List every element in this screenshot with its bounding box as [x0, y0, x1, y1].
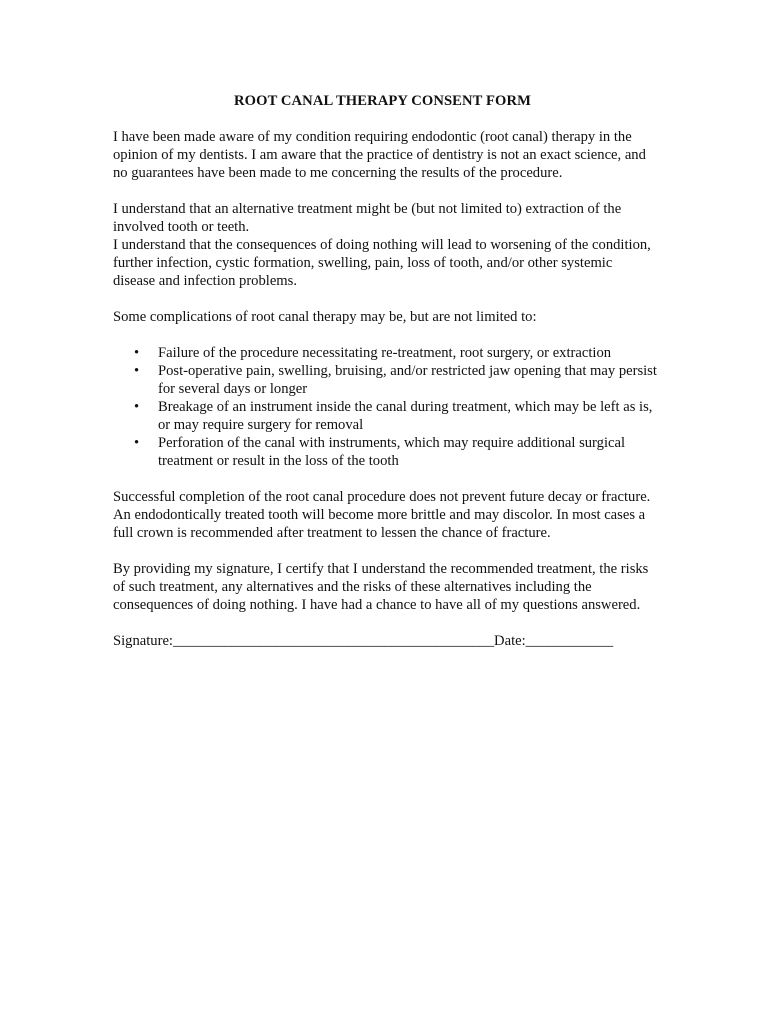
signature-date-line[interactable]: Signature:____________________________________________Date:____________ — [113, 633, 614, 649]
complication-item — [134, 344, 658, 362]
bullet-icon: • — [134, 399, 140, 415]
complications-intro: Some complications of root canal therapy may be, but are not limited to: — [113, 309, 537, 325]
consent-form-page — [113, 92, 658, 650]
bullet-icon: • — [134, 363, 140, 379]
complication-text: Perforation of the canal with instruments, which may require additional surgical treatment or result in the loss of the tooth — [158, 435, 626, 469]
complication-item — [134, 362, 658, 398]
paragraph-successful-completion: Successful completion of the root canal procedure does not prevent future decay or fracture. An endodontically treated tooth will become more brittle and may discolor. In most cases a full crown is recommended after treatment to lessen the chance of fracture. — [113, 489, 651, 541]
complication-text: Failure of the procedure necessitating re-treatment, root surgery, or extraction — [158, 345, 612, 361]
bullet-icon: • — [134, 345, 140, 361]
complication-text: Breakage of an instrument inside the canal during treatment, which may be left as is, or may require surgery for removal — [158, 399, 653, 433]
complications-list — [113, 344, 658, 470]
paragraph-condition-awareness: I have been made aware of my condition requiring endodontic (root canal) therapy in the opinion of my dentists. I am aware that the practice of dentistry is not an exact science, and no guarantees have been made to me concerning the results of the procedure. — [113, 129, 646, 181]
complication-item — [134, 398, 658, 434]
complication-item — [134, 434, 658, 470]
paragraph-alternative-treatment: I understand that an alternative treatment might be (but not limited to) extraction of the involved tooth or teeth. — [113, 201, 622, 235]
paragraph-consequences: I understand that the consequences of doing nothing will lead to worsening of the condition, further infection, cystic formation, swelling, pain, loss of tooth, and/or other systemic disease and infection problems. — [113, 237, 651, 289]
paragraph-certification: By providing my signature, I certify that I understand the recommended treatment, the risks of such treatment, any alternatives and the risks of these alternatives including the consequences of doing nothing. I have had a chance to have all of my questions answered. — [113, 561, 649, 613]
complication-text: Post-operative pain, swelling, bruising, and/or restricted jaw opening that may persist for several days or longer — [158, 363, 657, 397]
bullet-icon: • — [134, 435, 140, 451]
form-title: ROOT CANAL THERAPY CONSENT FORM — [234, 93, 531, 109]
